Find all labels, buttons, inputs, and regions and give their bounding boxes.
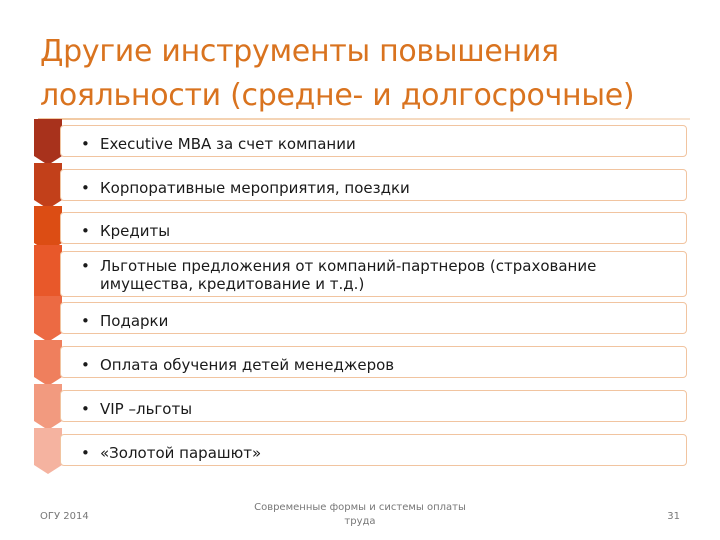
chevron-shape	[34, 340, 62, 386]
bullet-icon: •	[81, 444, 90, 462]
item-text: «Золотой парашют»	[100, 444, 262, 462]
page-number: 31	[667, 511, 680, 522]
list-item	[0, 434, 720, 466]
chevron-svg	[34, 428, 62, 474]
item-text: Подарки	[100, 312, 169, 330]
list-item	[0, 390, 720, 422]
chevron-shape	[34, 428, 62, 474]
chevron-path	[34, 340, 62, 386]
item-text: Льготные предложения от компаний-партнеров (страхование имущества, кредитование и т.д.)	[100, 257, 597, 293]
item-text: Executive MBA за счет компании	[100, 135, 356, 153]
chevron-shape	[34, 119, 62, 165]
chevron-shape	[34, 163, 62, 209]
bullet-icon: •	[81, 400, 90, 418]
item-text: Оплата обучения детей менеджеров	[100, 356, 395, 374]
chevron-svg	[34, 340, 62, 386]
chevron-shape	[34, 296, 62, 342]
chevron-path	[34, 296, 62, 342]
bullet-icon: •	[81, 222, 90, 240]
bullet-icon: •	[81, 356, 90, 374]
bullet-icon: •	[81, 179, 90, 197]
list-item	[0, 251, 720, 297]
footer-center: Современные формы и системы оплаты труда	[254, 502, 466, 527]
list-item	[0, 125, 720, 157]
chevron-path	[34, 428, 62, 474]
chevron-svg	[34, 119, 62, 165]
chevron-path	[34, 119, 62, 165]
item-text: Кредиты	[100, 222, 171, 240]
bullet-icon: •	[81, 257, 90, 275]
chevron-svg	[34, 296, 62, 342]
chevron-svg	[34, 163, 62, 209]
list-item	[0, 212, 720, 244]
slide-title: Другие инструменты повышения лояльности (средне- и долгосрочные)	[40, 34, 635, 113]
chevron-path	[34, 384, 62, 430]
item-text: VIP –льготы	[100, 400, 193, 418]
list-item	[0, 346, 720, 378]
list-item	[0, 302, 720, 334]
item-text: Корпоративные мероприятия, поездки	[100, 179, 410, 197]
chevron-path	[34, 163, 62, 209]
footer-left: ОГУ 2014	[40, 511, 89, 522]
list-item	[0, 169, 720, 201]
chevron-shape	[34, 384, 62, 430]
bullet-icon: •	[81, 135, 90, 153]
bullet-icon: •	[81, 312, 90, 330]
chevron-svg	[34, 384, 62, 430]
